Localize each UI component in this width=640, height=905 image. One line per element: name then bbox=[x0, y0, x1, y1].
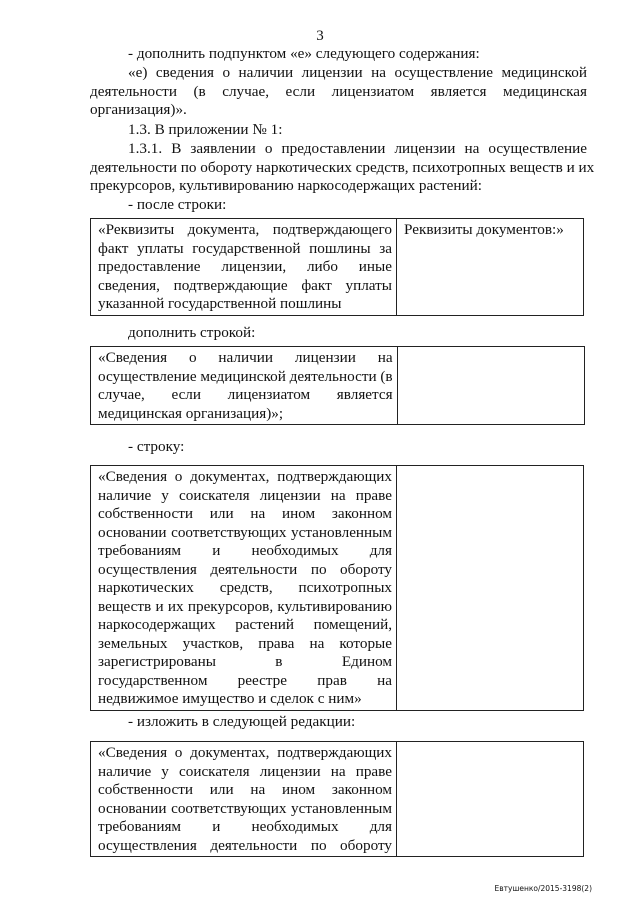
table-documents-new bbox=[90, 741, 584, 857]
footer-doc-code: Евтушенко/2015-3198(2) bbox=[494, 884, 592, 893]
paragraph-add-line: дополнить строкой: bbox=[128, 324, 256, 341]
page-number: 3 bbox=[316, 28, 324, 44]
paragraph-subpoint-e: «е) сведения о наличии лицензии на осуществление медицинской деятельности (в случае, если лицензиатом является медицинская организация)». bbox=[90, 64, 587, 118]
paragraph-after-line: - после строки: bbox=[128, 196, 227, 213]
table-cell-left: «Сведения о документах, подтверждающих наличие у соискателя лицензии на праве собственности или на ином законном основании соответствующих установленным требованиям и необходимых для осуществления деятельности по обороту наркотических средств, психотропных веществ и их прекурсоров, культивированию наркосодержащих растений помещений, земельных участков, права на которые зарегистрированы в Едином государственном реестре прав на недвижимое имущество и сделок с ним» bbox=[91, 466, 397, 711]
table-requisites bbox=[90, 218, 584, 316]
paragraph-section-1-3-1: 1.3.1. В заявлении о предоставлении лицензии на осуществление деятельности по обороту наркотических средств, психотропных веществ и их прекурсоров, культивированию наркосодержащих растений: bbox=[90, 140, 595, 194]
table-cell-right bbox=[397, 347, 584, 425]
table-cell-right bbox=[397, 466, 584, 711]
table-medical-license bbox=[90, 346, 585, 425]
table-documents-old bbox=[90, 465, 584, 711]
paragraph-new-edition: - изложить в следующей редакции: bbox=[128, 713, 356, 730]
paragraph-section-1-3: 1.3. В приложении № 1: bbox=[128, 121, 283, 138]
table-cell-left: «Реквизиты документа, подтверждающего факт уплаты государственной пошлины за предоставление лицензии, либо иные сведения, подтверждающие факт уплаты указанной государственной пошлины bbox=[91, 219, 397, 316]
paragraph-add-subpoint: - дополнить подпунктом «е» следующего содержания: bbox=[128, 45, 480, 62]
table-cell-right bbox=[397, 742, 584, 857]
table-cell-right: Реквизиты документов:» bbox=[397, 219, 584, 316]
table-cell-left: «Сведения о наличии лицензии на осуществление медицинской деятельности (в случае, если лицензиатом является медицинская организация)»; bbox=[91, 347, 398, 425]
paragraph-line: - строку: bbox=[128, 438, 185, 455]
table-cell-left: «Сведения о документах, подтверждающих наличие у соискателя лицензии на праве собственности или на ином законном основании соответствующих установленным требованиям и необходимых для осуществления деятельности по обороту bbox=[91, 742, 397, 857]
